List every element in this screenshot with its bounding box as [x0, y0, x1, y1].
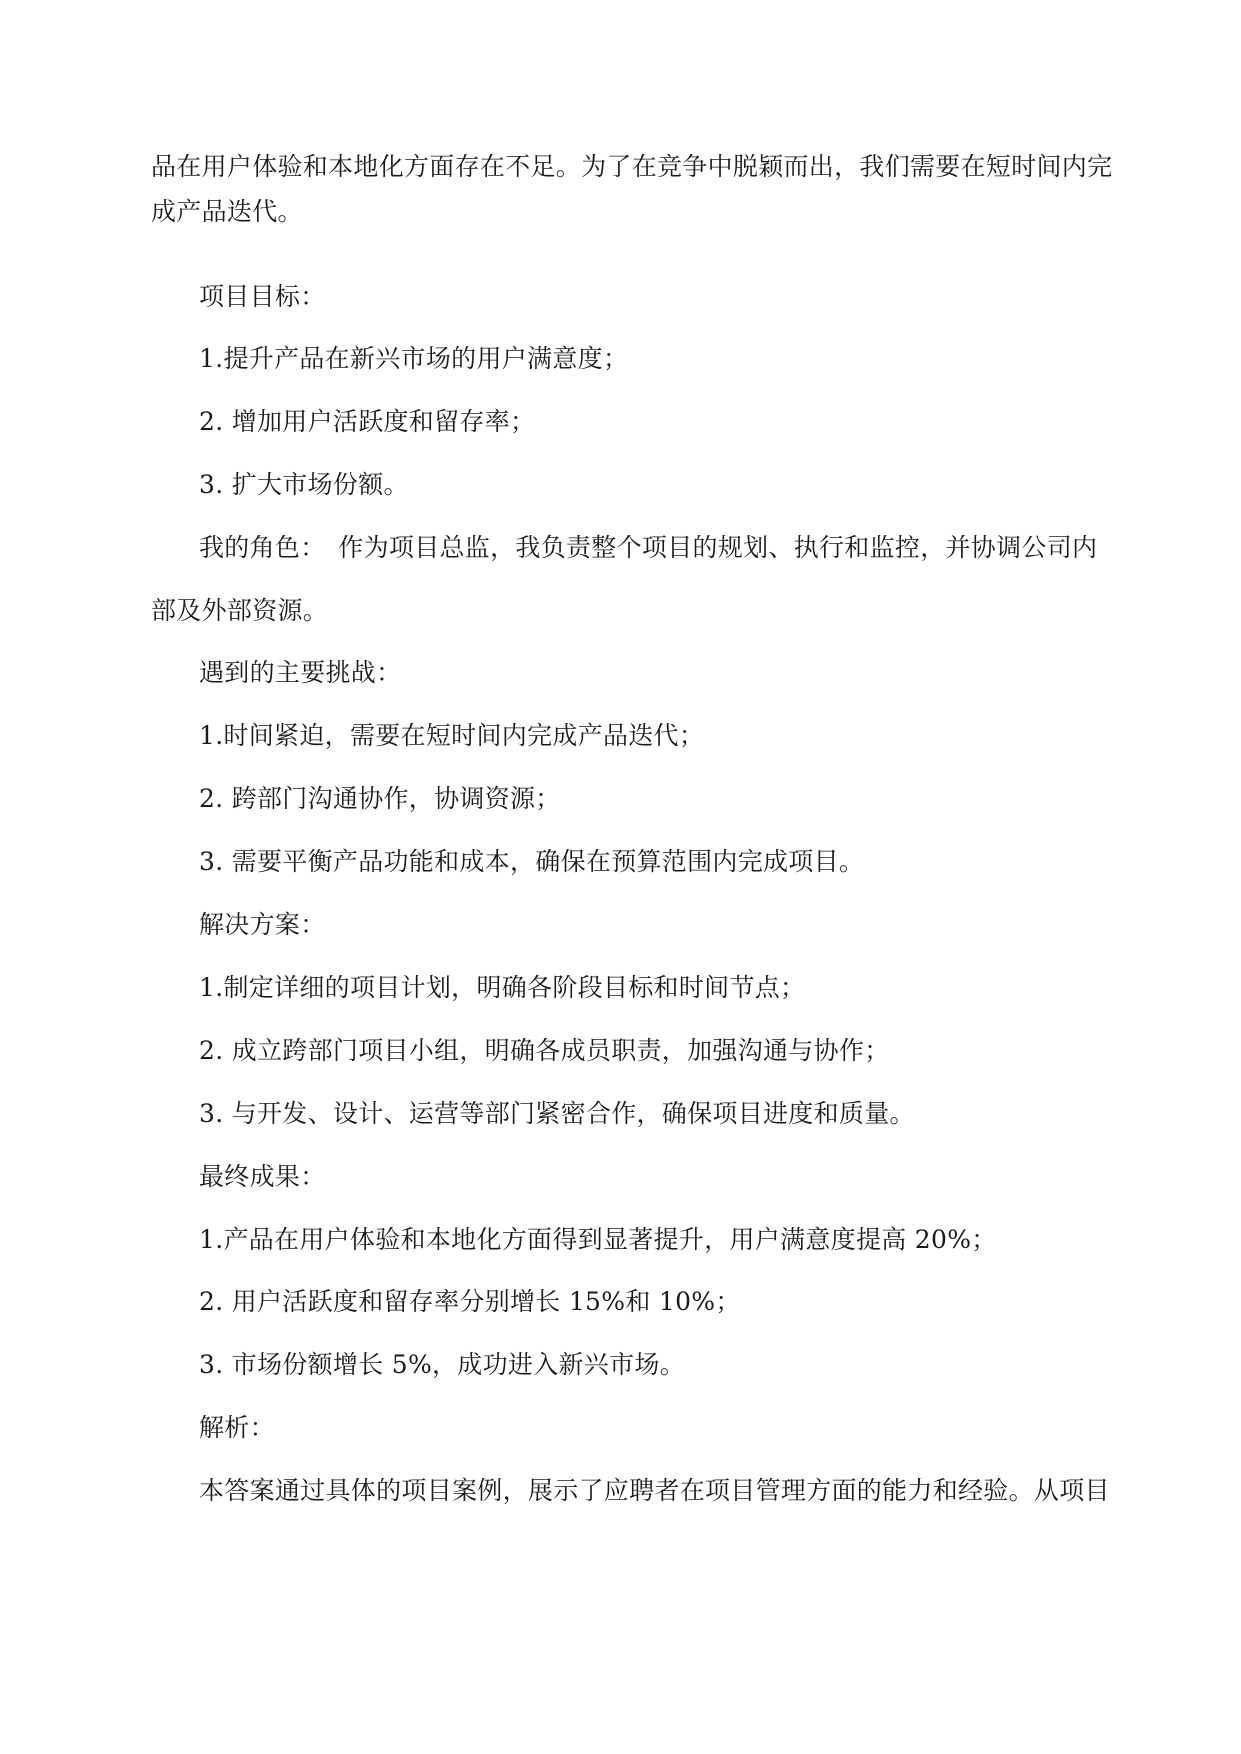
list-item: 3. 需要平衡产品功能和成本，确保在预算范围内完成项目。 — [199, 847, 865, 876]
list-item: 2. 跨部门沟通协作，协调资源； — [199, 784, 561, 813]
section-heading-results: 最终成果： — [199, 1162, 326, 1191]
list-item: 2. 增加用户活跃度和留存率； — [199, 407, 536, 436]
paragraph-line: 我的角色： 作为项目总监，我负责整个项目的规划、执行和监控，并协调公司内 — [199, 533, 1098, 562]
list-item: 1.时间紧迫，需要在短时间内完成产品迭代； — [199, 721, 705, 750]
list-item: 3. 与开发、设计、运营等部门紧密合作，确保项目进度和质量。 — [199, 1099, 915, 1128]
list-item: 1.提升产品在新兴市场的用户满意度； — [199, 344, 629, 373]
list-item: 1.产品在用户体验和本地化方面得到显著提升，用户满意度提高 20%； — [199, 1225, 997, 1254]
paragraph-line: 部及外部资源。 — [151, 596, 329, 625]
section-heading-analysis: 解析： — [199, 1413, 275, 1442]
list-item: 1.制定详细的项目计划，明确各阶段目标和时间节点； — [199, 973, 806, 1002]
list-item: 2. 用户活跃度和留存率分别增长 15%和 10%； — [199, 1287, 741, 1316]
paragraph-line: 品在用户体验和本地化方面存在不足。为了在竞争中脱颖而出，我们需要在短时间内完 — [151, 152, 1113, 181]
paragraph-line: 成产品迭代。 — [151, 197, 303, 226]
section-heading-solutions: 解决方案： — [199, 910, 326, 939]
list-item: 3. 扩大市场份额。 — [199, 470, 409, 499]
section-heading-goals: 项目目标： — [199, 282, 326, 311]
paragraph-line: 本答案通过具体的项目案例，展示了应聘者在项目管理方面的能力和经验。从项目 — [199, 1476, 1110, 1505]
list-item: 3. 市场份额增长 5%，成功进入新兴市场。 — [199, 1350, 686, 1379]
list-item: 2. 成立跨部门项目小组，明确各成员职责，加强沟通与协作； — [199, 1036, 890, 1065]
section-heading-challenges: 遇到的主要挑战： — [199, 658, 402, 687]
